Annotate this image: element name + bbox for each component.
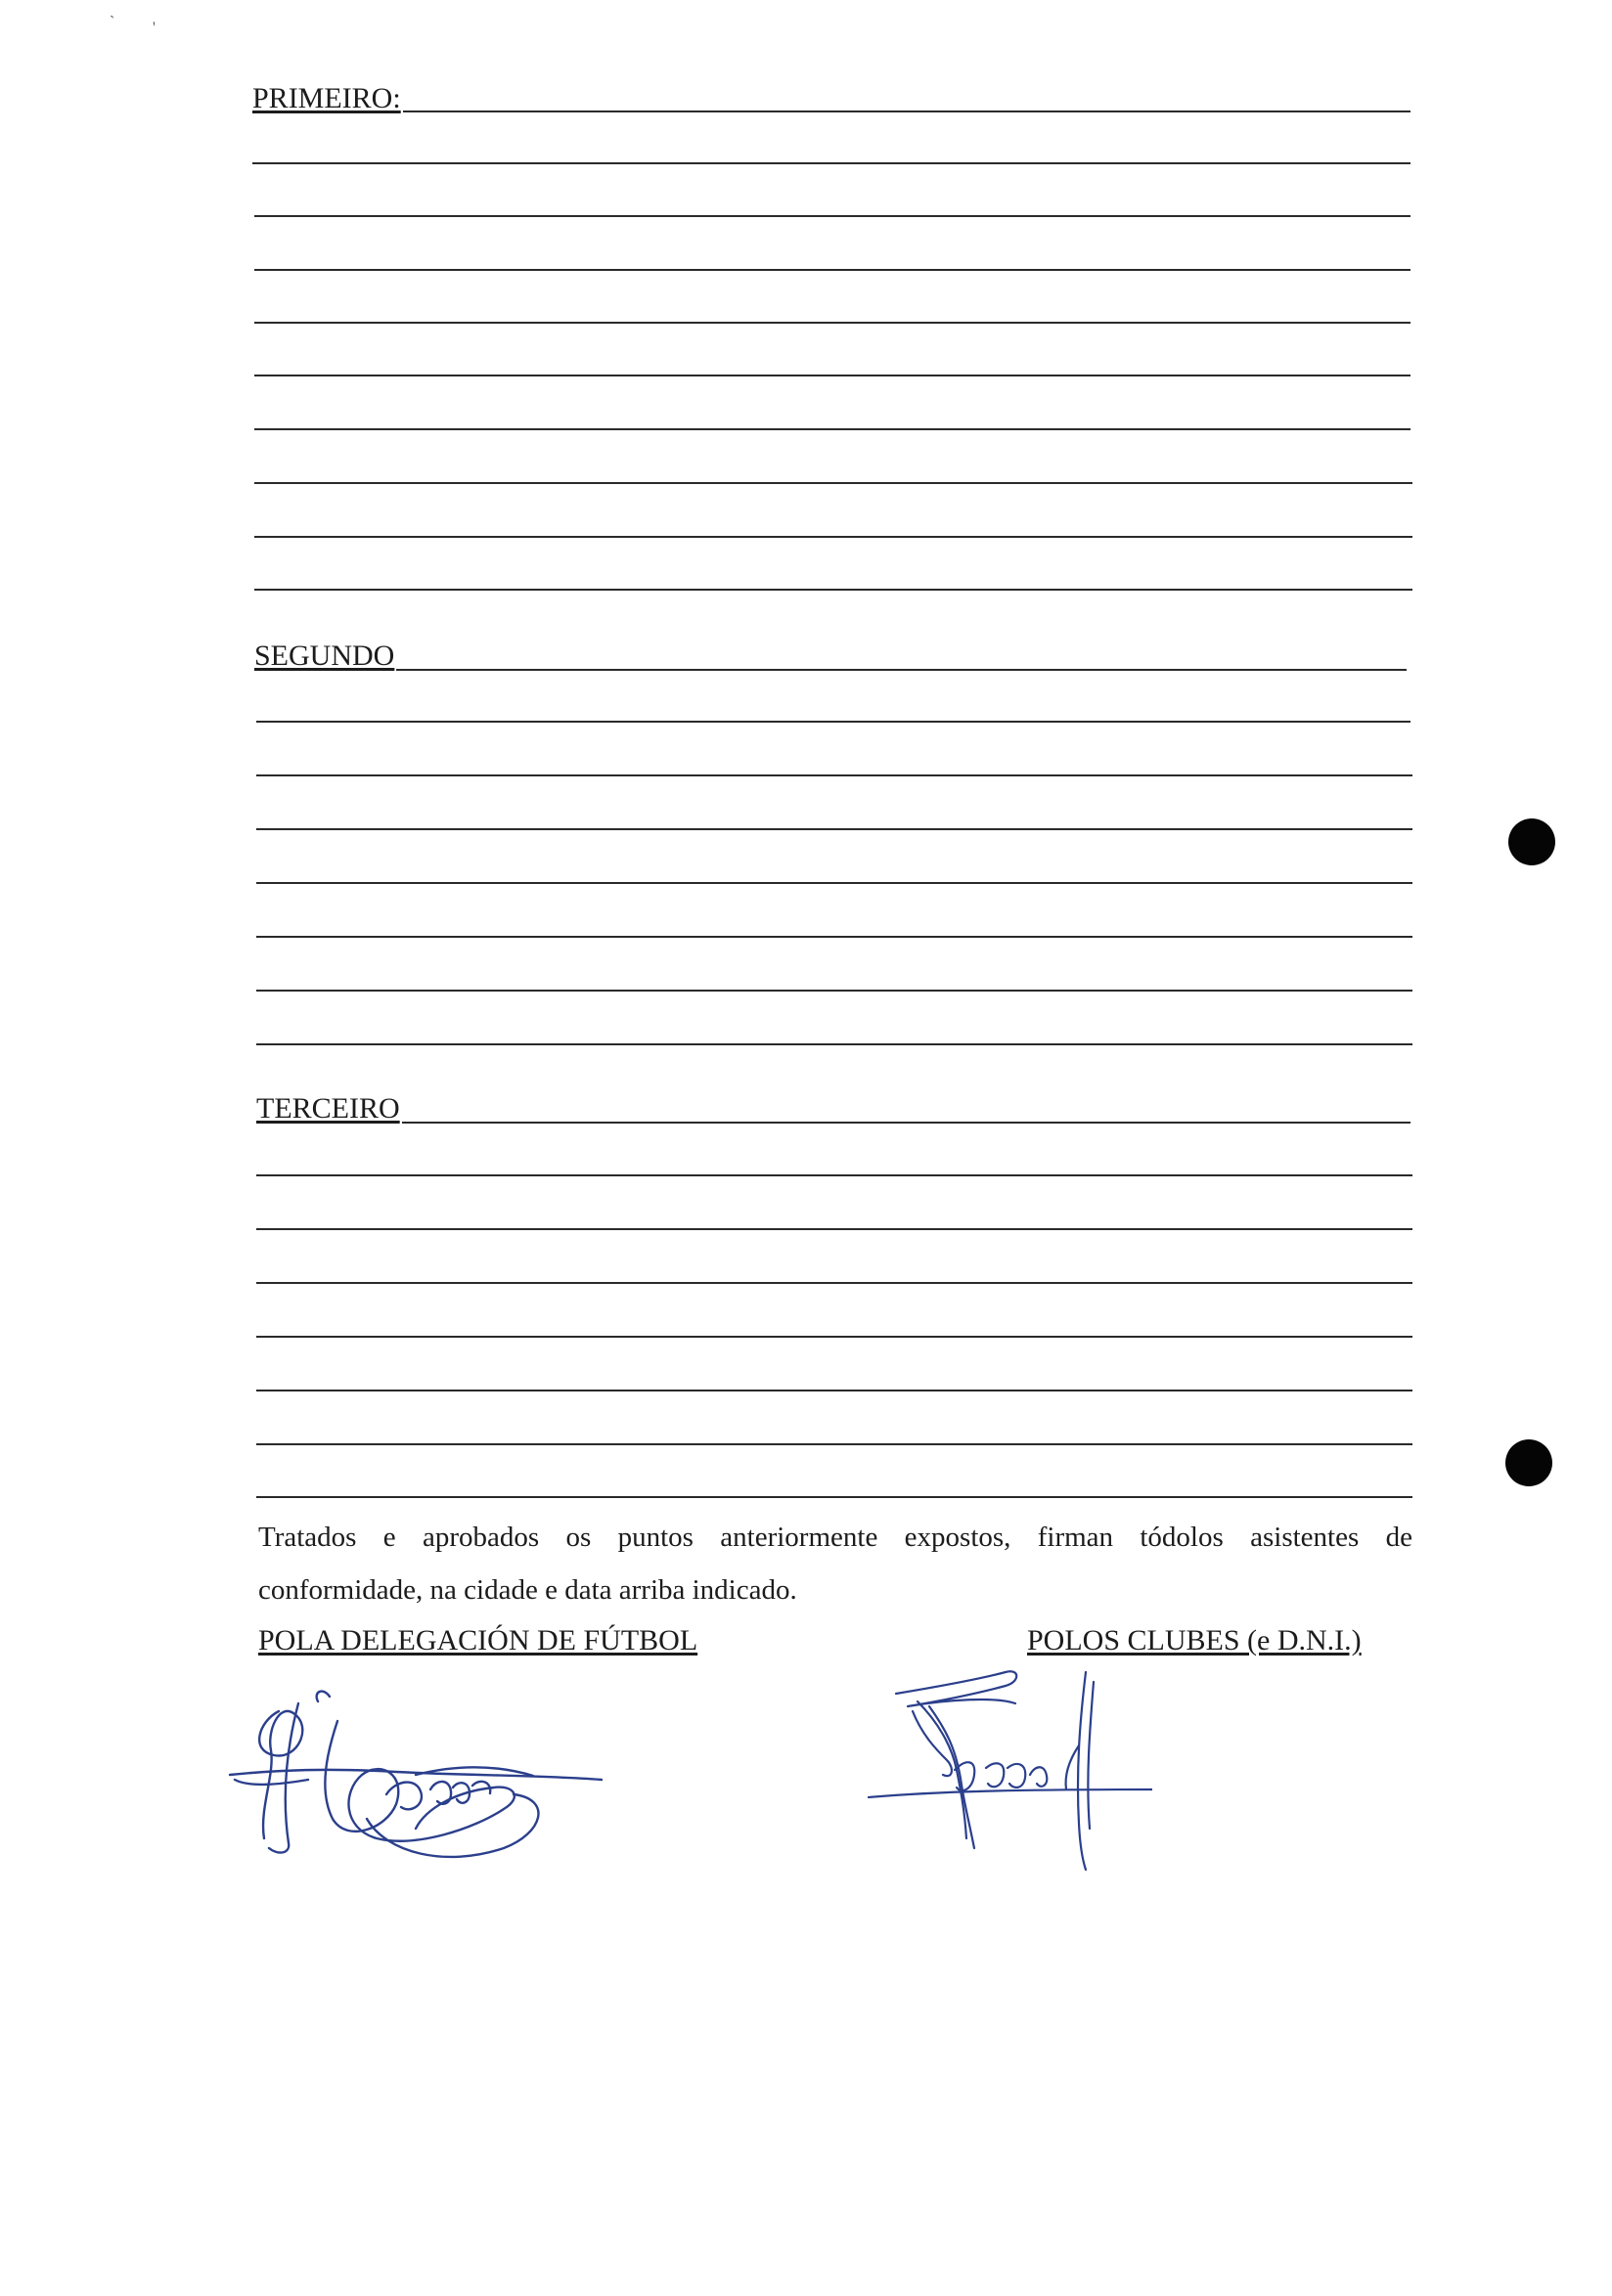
writing-line (254, 375, 1410, 376)
writing-line (256, 1282, 1412, 1284)
closing-word: de (1385, 1522, 1412, 1553)
writing-line (256, 1336, 1412, 1338)
closing-word: Tratados (258, 1522, 357, 1553)
writing-line (256, 882, 1412, 884)
writing-line (254, 482, 1412, 484)
writing-line (256, 1443, 1412, 1445)
closing-word: aprobados (422, 1522, 540, 1553)
punch-hole (1508, 818, 1555, 865)
writing-line (252, 110, 1410, 112)
writing-line (252, 162, 1410, 164)
punch-hole (1505, 1439, 1552, 1486)
signature-clubs (859, 1653, 1152, 1873)
writing-line (256, 774, 1412, 776)
section-label-terceiro: TERCEIRO (256, 1092, 400, 1125)
writing-line (254, 322, 1410, 324)
writing-line (254, 589, 1412, 591)
writing-line (256, 828, 1412, 830)
scan-speck: ` (110, 14, 115, 30)
closing-word: expostos, (904, 1522, 1011, 1553)
closing-word: asistentes (1250, 1522, 1360, 1553)
closing-word: e (382, 1522, 396, 1553)
writing-line (254, 536, 1412, 538)
closing-word: os (565, 1522, 592, 1553)
writing-line (256, 1174, 1412, 1176)
writing-line (256, 1496, 1412, 1498)
section-label-primeiro: PRIMEIRO: (252, 82, 401, 114)
writing-line (256, 1228, 1412, 1230)
closing-word: anteriormente (720, 1522, 878, 1553)
writing-line (254, 428, 1410, 430)
signatory-label-delegation: POLA DELEGACIÓN DE FÚTBOL (258, 1624, 698, 1656)
closing-word: tódolos (1140, 1522, 1224, 1553)
writing-line (256, 721, 1410, 723)
closing-paragraph (258, 1511, 1412, 1616)
signatory-label-clubs: POLOS CLUBES (e D.N.I.) (1027, 1624, 1362, 1656)
closing-word: puntos (617, 1522, 694, 1553)
scan-speck: ' (153, 20, 156, 36)
closing-line-1 (258, 1511, 1412, 1564)
writing-line (256, 1122, 1410, 1124)
writing-line (256, 1043, 1412, 1045)
writing-line (256, 1390, 1412, 1391)
writing-line (256, 990, 1412, 992)
closing-line-2: conformidade, na cidade e data arriba indicado. (258, 1574, 797, 1606)
writing-line (256, 936, 1412, 938)
writing-line (254, 215, 1410, 217)
closing-word: firman (1037, 1522, 1114, 1553)
section-label-segundo: SEGUNDO (254, 640, 395, 672)
writing-line (254, 269, 1410, 271)
signature-delegation (220, 1682, 611, 1873)
writing-line (254, 669, 1407, 671)
